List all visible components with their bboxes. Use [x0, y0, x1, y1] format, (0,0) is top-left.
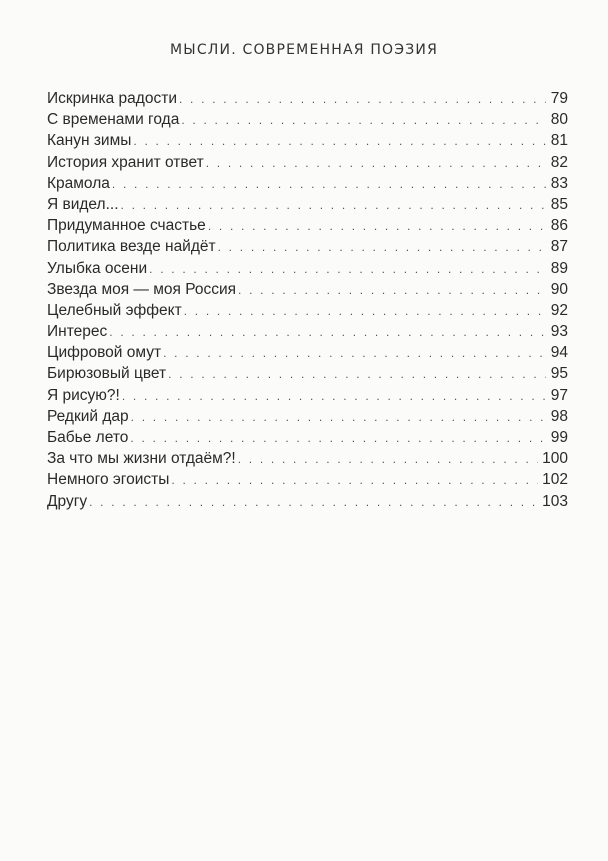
toc-entry-title: Я видел...: [47, 195, 119, 213]
dot-leader: [163, 343, 546, 364]
dot-leader: [218, 237, 546, 258]
toc-entry-page: 81: [550, 132, 568, 150]
dot-leader: [238, 280, 546, 301]
toc-entry: [47, 109, 568, 130]
toc-entry-page: 80: [550, 111, 568, 129]
table-of-contents: [47, 88, 568, 512]
page-header: МЫСЛИ. СОВРЕМЕННАЯ ПОЭЗИЯ: [169, 42, 439, 58]
toc-entry-title: Бирюзовый цвет: [47, 365, 167, 383]
toc-entry-page: 98: [550, 407, 568, 425]
toc-entry: [47, 448, 568, 469]
dot-leader: [122, 386, 546, 407]
toc-entry: [47, 258, 568, 279]
toc-entry-page: 79: [550, 90, 568, 107]
dot-leader: [131, 407, 546, 428]
toc-entry-page: 83: [550, 174, 568, 192]
toc-entry-page: 82: [550, 153, 568, 171]
toc-entry: [47, 236, 568, 257]
toc-entry: [47, 321, 568, 342]
toc-entry-page: 100: [542, 450, 568, 468]
toc-entry: [47, 194, 568, 215]
dot-leader: [171, 470, 538, 491]
toc-entry: [47, 88, 568, 109]
toc-entry: [47, 300, 568, 321]
toc-entry-title: Звезда моя — моя Россия: [47, 280, 237, 298]
toc-entry-page: 95: [550, 365, 568, 383]
toc-entry-title: Искринка радости: [47, 90, 177, 107]
toc-entry: [47, 469, 568, 490]
toc-entry: [47, 363, 568, 384]
dot-leader: [130, 428, 546, 449]
toc-entry-page: 85: [550, 195, 568, 213]
toc-entry-page: 89: [550, 259, 568, 277]
dot-leader: [149, 259, 546, 280]
toc-entry: [47, 427, 568, 448]
dot-leader: [112, 174, 546, 195]
toc-entry-title: За что мы жизни отдаём?!: [47, 450, 236, 468]
toc-entry-title: Канун зимы: [47, 132, 132, 150]
toc-entry-page: 103: [542, 492, 568, 510]
toc-entry-page: 99: [550, 429, 568, 446]
toc-entry: [47, 491, 568, 512]
dot-leader: [121, 195, 546, 216]
dot-leader: [238, 449, 538, 470]
toc-entry-page: 90: [550, 280, 568, 298]
dot-leader: [184, 301, 546, 322]
toc-entry-title: Другу: [47, 492, 88, 510]
dot-leader: [206, 153, 546, 174]
toc-entry: [47, 385, 568, 406]
dot-leader: [179, 89, 546, 110]
toc-entry-page: 102: [542, 471, 568, 489]
toc-entry-title: Улыбка осени: [47, 259, 148, 277]
toc-entry: [47, 406, 568, 427]
toc-entry-page: 94: [550, 344, 568, 362]
toc-entry-title: Политика везде найдёт: [47, 238, 216, 256]
dot-leader: [181, 110, 546, 131]
toc-entry-title: Крамола: [47, 174, 110, 192]
toc-entry-page: 86: [550, 217, 568, 235]
dot-leader: [208, 216, 546, 237]
toc-entry-title: Я рисую?!: [47, 386, 120, 404]
dot-leader: [109, 322, 546, 343]
toc-entry-title: Целебный эффект: [47, 301, 182, 319]
toc-entry: [47, 279, 568, 300]
toc-entry: [47, 152, 568, 173]
toc-entry-title: Редкий дар: [47, 407, 129, 425]
toc-entry-page: 87: [550, 238, 568, 256]
toc-entry-title: Цифровой омут: [47, 344, 162, 362]
toc-entry-page: 92: [550, 301, 568, 319]
dot-leader: [133, 131, 546, 152]
dot-leader: [168, 364, 546, 385]
toc-entry: [47, 342, 568, 363]
dot-leader: [89, 492, 538, 513]
toc-entry-title: Немного эгоисты: [47, 471, 170, 489]
toc-entry-title: С временами года: [47, 111, 180, 129]
toc-entry-title: Бабье лето: [47, 429, 129, 446]
toc-entry: [47, 130, 568, 151]
toc-entry: [47, 173, 568, 194]
toc-entry-title: Придуманное счастье: [47, 217, 206, 235]
toc-entry: [47, 215, 568, 236]
toc-entry-page: 97: [550, 386, 568, 404]
toc-entry-title: История хранит ответ: [47, 153, 204, 171]
toc-entry-page: 93: [550, 323, 568, 341]
toc-entry-title: Интерес: [47, 323, 108, 341]
